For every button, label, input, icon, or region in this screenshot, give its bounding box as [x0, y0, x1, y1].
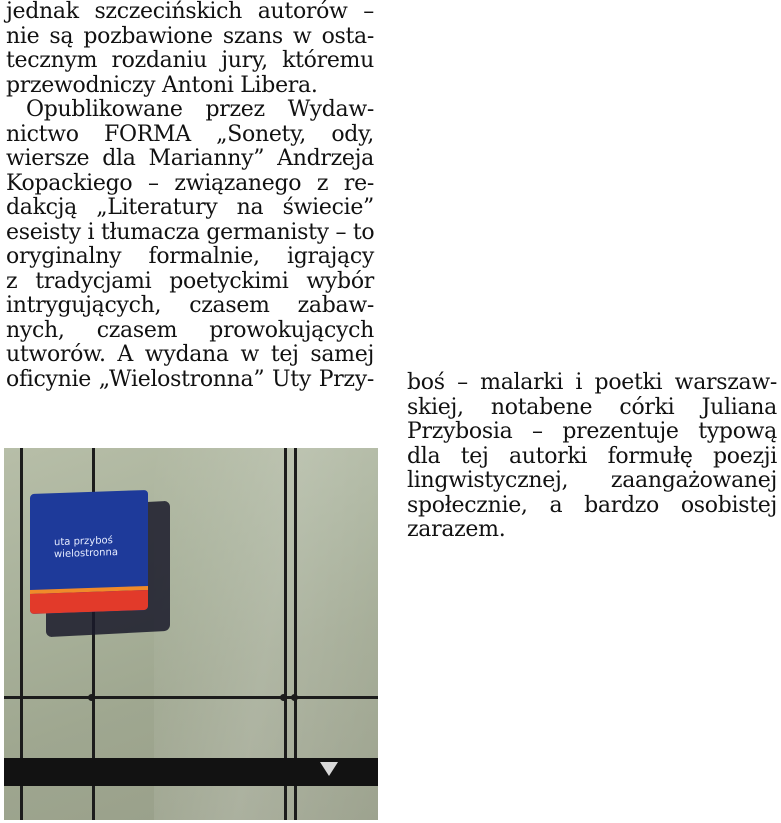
- text-line: wiersze dla Marianny” Andrzeja: [6, 146, 374, 171]
- book-photo: [4, 448, 378, 820]
- grid-node: [280, 694, 287, 701]
- text-line: społecznie, a bardzo osobistej: [407, 492, 777, 518]
- text-line: oryginalny formalnie, igrający: [6, 244, 374, 269]
- article-column-left: [6, 0, 374, 392]
- text-line: nie są pozbawione szans w osta-: [6, 23, 374, 49]
- text-line: skiej, notabene córki Juliana: [407, 394, 777, 420]
- text-line: Opublikowane przez Wydaw-: [26, 97, 374, 122]
- text-line: dakcją „Literatury na świecie”: [6, 195, 374, 220]
- arrow-down-icon: [320, 762, 338, 776]
- text-line: boś – malarki i poetki warszaw-: [407, 370, 777, 395]
- book-author: uta przyboś: [54, 535, 113, 549]
- text-line: lingwistycznej, zaangażowanej: [407, 468, 777, 493]
- article-column-right: [407, 371, 777, 543]
- text-line: utworów. A wydana w tej samej: [6, 342, 374, 367]
- grid-line: [4, 696, 378, 699]
- grid-node: [291, 694, 298, 701]
- text-line: z tradycjami poetyckimi wybór: [6, 268, 374, 294]
- text-line: przewodniczy Antoni Libera.: [6, 72, 318, 98]
- text-line: oficynie „Wielostronna” Uty Przy-: [6, 366, 374, 392]
- book-stripe: [30, 590, 148, 614]
- text-line: nictwo FORMA „Sonety, ody,: [6, 121, 374, 147]
- text-line: intrygujących, czasem zabaw-: [6, 293, 374, 318]
- text-line: Przybosia – prezentuje typową: [407, 419, 777, 444]
- book-title: wielostronna: [54, 546, 118, 561]
- text-line: dla tej autorki formułę poezji: [407, 443, 777, 469]
- grid-node: [88, 694, 95, 701]
- text-line: tecznym rozdaniu jury, któremu: [6, 48, 374, 73]
- text-line: eseisty i tłumacza germanisty – to: [6, 219, 375, 245]
- text-line: Kopackiego – związanego z re-: [6, 170, 374, 196]
- text-line: zarazem.: [407, 517, 506, 542]
- book-cover: [30, 490, 148, 614]
- text-line: jednak szczecińskich autorów –: [6, 0, 374, 24]
- text-line: nych, czasem prowokujących: [6, 317, 374, 343]
